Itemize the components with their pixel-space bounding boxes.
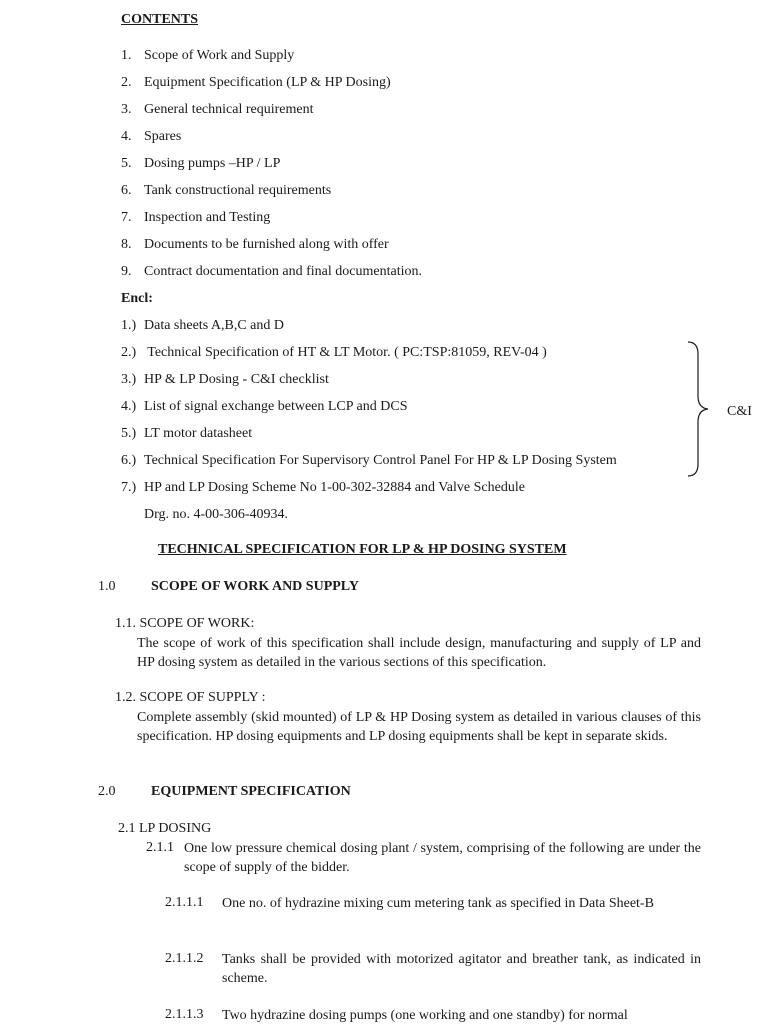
list-item: 4.) List of signal exchange between LCP and DCS	[121, 399, 408, 414]
list-item: 6.) Technical Specification For Supervisory Control Panel For HP & LP Dosing System	[121, 453, 617, 468]
list-item: 7. Inspection and Testing	[121, 210, 271, 225]
list-item: 1. Scope of Work and Supply	[121, 48, 295, 63]
section-number: 1.0	[98, 579, 116, 594]
subsection-heading: 1.1. SCOPE OF WORK:	[115, 616, 255, 631]
list-item-continuation: Drg. no. 4-00-306-40934.	[144, 507, 289, 522]
list-item: 4. Spares	[121, 129, 182, 144]
list-item: 5.) LT motor datasheet	[121, 426, 253, 441]
contents-heading: CONTENTS	[121, 12, 199, 27]
list-item: 7.) HP and LP Dosing Scheme No 1-00-302-32884 and Valve Schedule	[121, 480, 525, 495]
paragraph: Tanks shall be provided with motorized agitator and breather tank, as indicated in scheme.	[222, 952, 701, 986]
list-item: 2.) Technical Specification of HT & LT Motor. ( PC:TSP:81059, REV-04 )	[121, 345, 547, 360]
encl-heading: Encl:	[121, 291, 153, 306]
paragraph: Complete assembly (skid mounted) of LP & HP Dosing system as detailed in various clauses of this specification. HP dosing equipments and LP dosing equipments shall be kept in separate skids.	[137, 710, 701, 744]
list-item: 3. General technical requirement	[121, 102, 314, 117]
clause-number: 2.1.1.1	[165, 895, 204, 910]
clause-number: 2.1.1.3	[165, 1007, 204, 1022]
subsection-heading: 1.2. SCOPE OF SUPPLY :	[115, 690, 266, 705]
spec-title: TECHNICAL SPECIFICATION FOR LP & HP DOSING SYSTEM	[158, 542, 567, 557]
list-item: 5. Dosing pumps –HP / LP	[121, 156, 281, 171]
list-item: 2. Equipment Specification (LP & HP Dosing)	[121, 75, 391, 90]
paragraph: One low pressure chemical dosing plant / system, comprising of the following are under the scope of supply of the bidder.	[184, 841, 701, 875]
brace-label: C&I	[727, 404, 752, 419]
list-item: 6. Tank constructional requirements	[121, 183, 332, 198]
subsection-heading: 2.1 LP DOSING	[118, 821, 212, 836]
section-number: 2.0	[98, 784, 116, 799]
clause-number: 2.1.1.2	[165, 951, 204, 966]
paragraph: The scope of work of this specification shall include design, manufacturing and supply of LP and HP dosing system as detailed in the various sections of this specification.	[137, 636, 701, 670]
list-item: 9. Contract documentation and final documentation.	[121, 264, 422, 279]
section-heading: EQUIPMENT SPECIFICATION	[151, 784, 351, 799]
curly-brace-icon	[686, 340, 716, 478]
list-item: 3.) HP & LP Dosing - C&I checklist	[121, 372, 329, 387]
paragraph: Two hydrazine dosing pumps (one working and one standby) for normal	[222, 1008, 628, 1023]
section-heading: SCOPE OF WORK AND SUPPLY	[151, 579, 359, 594]
paragraph: One no. of hydrazine mixing cum metering tank as specified in Data Sheet-B	[222, 896, 654, 911]
list-item: 1.) Data sheets A,B,C and D	[121, 318, 284, 333]
clause-number: 2.1.1	[146, 840, 174, 855]
list-item: 8. Documents to be furnished along with offer	[121, 237, 389, 252]
